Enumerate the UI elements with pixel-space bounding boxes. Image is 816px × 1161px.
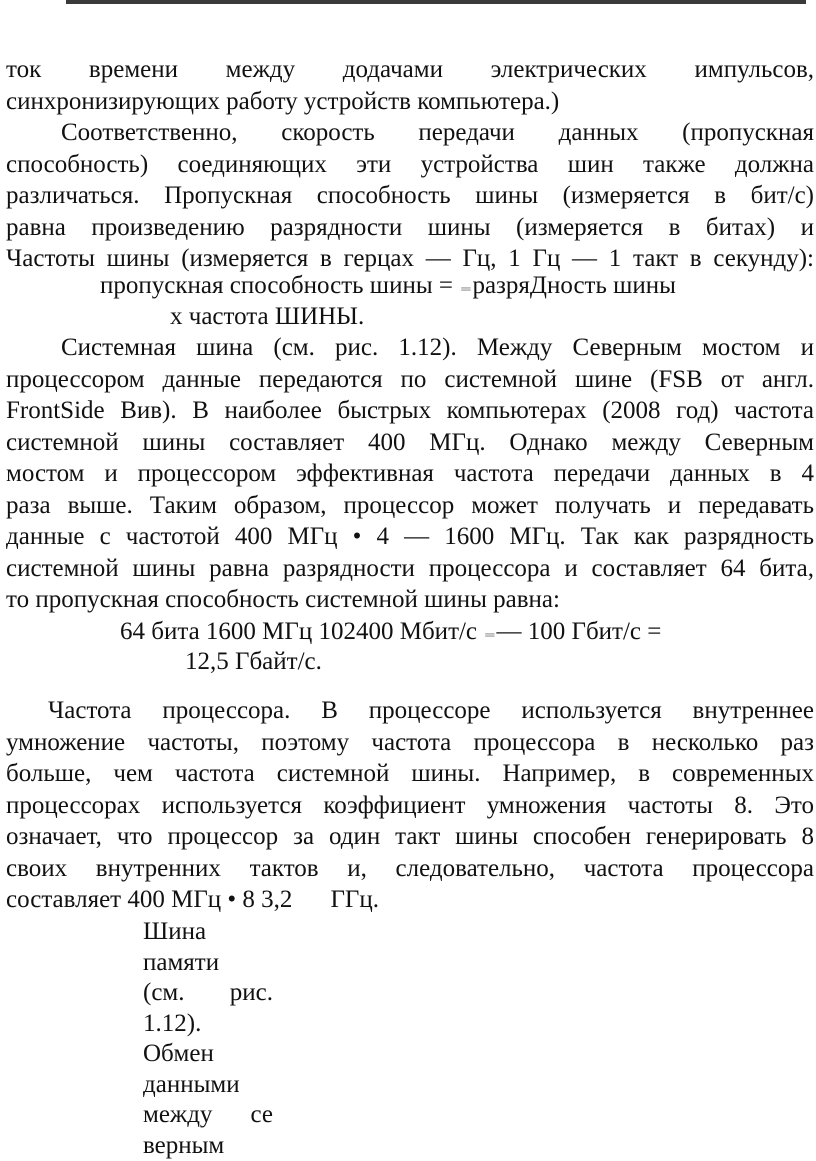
formula-1-separator: ═ <box>461 273 470 305</box>
formula-2-line-2: 12,5 Гбайт/с. <box>185 646 322 678</box>
paragraph-5-line: Шина <box>143 917 273 948</box>
paragraph-2-line: различаться. Пропускная способность шины (измеряется в бит/с) <box>6 180 814 212</box>
paragraph-4-line: своих внутренних тактов и, следовательно, частота процессора <box>6 853 814 885</box>
paragraph-3-line: процессором данные передаются по системной шине (FSB от англ. <box>6 364 814 396</box>
paragraph-3-line: данные с частотой 400 МГц • 4 — 1600 МГц. Так как разрядность <box>6 521 814 553</box>
paragraph-3 <box>6 332 814 616</box>
paragraph-4-line-7 <box>6 884 814 916</box>
paragraph-4-line: больше, чем частота системной шины. Например, в современных <box>6 758 814 790</box>
paragraph-4-line-7-a: составляет 400 МГц • 8 3,2 <box>6 886 292 913</box>
paragraph-4-line: процессорах используется коэффициент умножения частоты 8. Это <box>6 790 814 822</box>
paragraph-2 <box>6 117 814 275</box>
paragraph-3-line: мостом и процессором эффективная частота передачи данных в 4 <box>6 458 814 490</box>
paragraph-4-line: Частота процессора. В процессоре используется внутреннее <box>6 695 814 727</box>
formula-1-line-1 <box>100 270 676 305</box>
paragraph-5-line: памяти <box>143 948 273 979</box>
formula-2-separator: ═ <box>485 619 494 651</box>
paragraph-4-line: означает, что процессор за один такт шины способен генерировать 8 <box>6 821 814 853</box>
paragraph-3-line: раза выше. Таким образом, процессор может получать и передавать <box>6 490 814 522</box>
paragraph-4 <box>6 695 814 916</box>
paragraph-2-line: Соответственно, скорость передачи данных (пропускная <box>6 117 814 149</box>
paragraph-1-line: синхронизирующих работу устройств компьютера.) <box>6 86 814 118</box>
paragraph-5 <box>143 917 273 1161</box>
paragraph-3-line: FrontSide Вив). В наиболее быстрых компьютерах (2008 год) частота <box>6 395 814 427</box>
top-rule-divider <box>66 0 806 4</box>
formula-1-right: разряДность шины <box>472 272 676 299</box>
paragraph-5-line: между се <box>143 1100 273 1131</box>
paragraph-2-line: равна произведению разрядности шины (измеряется в битах) и <box>6 212 814 244</box>
paragraph-4-line: умножение частоты, поэтому частота процессора в несколько раз <box>6 727 814 759</box>
paragraph-5-line: (см. рис. <box>143 978 273 1009</box>
paragraph-5-line: 1.12). <box>143 1009 273 1040</box>
paragraph-4-line-7-b: ГГц. <box>330 886 379 913</box>
formula-2-right: — 100 Гбит/с = <box>497 618 662 645</box>
paragraph-3-line: системной шины равна разрядности процессора и составляет 64 бита, <box>6 553 814 585</box>
formula-1-line-2: х частота ШИНЫ. <box>170 301 364 333</box>
paragraph-2-line: Частоты шины (измеряется в герцах — Гц, 1 Гц — 1 такт в секунду): <box>6 243 814 275</box>
paragraph-5-line: верным <box>143 1131 273 1161</box>
paragraph-2-line: способность) соединяющих эти устройства шин также должна <box>6 149 814 181</box>
paragraph-3-line: системной шины составляет 400 МГц. Однако между Северным <box>6 427 814 459</box>
formula-2-left: 64 бита 1600 МГц 102400 Мбит/с <box>120 618 477 645</box>
paragraph-5-line: Обмен <box>143 1039 273 1070</box>
paragraph-1-line: ток времени между додачами электрических импульсов, <box>6 54 814 86</box>
paragraph-3-line: Системная шина (см. рис. 1.12). Между Северным мостом и <box>6 332 814 364</box>
formula-1-left: пропускная способность шины = <box>100 272 453 299</box>
paragraph-1 <box>6 54 814 117</box>
paragraph-5-line: данными <box>143 1070 273 1101</box>
paragraph-3-line: то пропускная способность системной шины равна: <box>6 584 814 616</box>
